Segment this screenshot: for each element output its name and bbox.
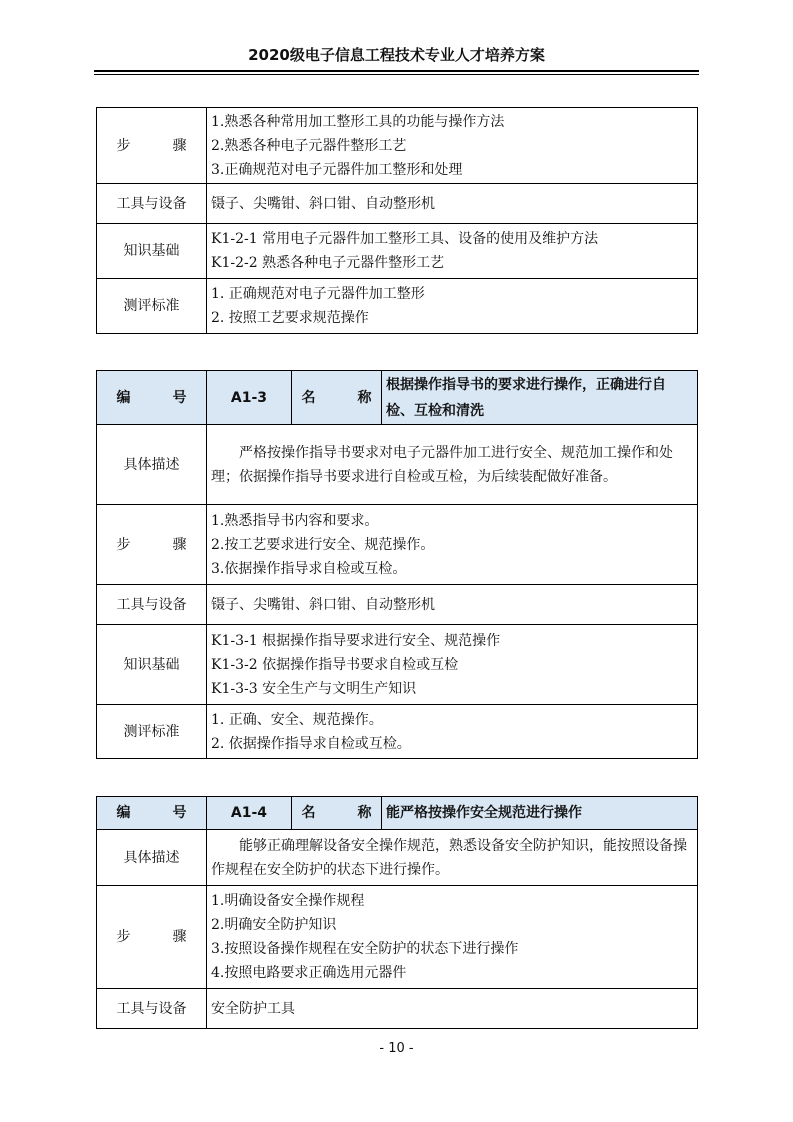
knowledge-cell: K1-3-1 根据操作指导要求进行安全、规范操作 K1-3-2 依据操作指导书要求自检或互检 K1-3-3 安全生产与文明生产知识 xyxy=(207,625,698,705)
header-rule-thin xyxy=(94,74,699,75)
table-a1-2-continued xyxy=(96,107,698,334)
tools-cell: 镊子、尖嘴钳、斜口钳、自动整形机 xyxy=(207,585,698,625)
id-value: A1-4 xyxy=(207,797,292,830)
row-label: 步骤 xyxy=(97,505,207,585)
table-row xyxy=(97,830,698,886)
eval-cell: 1. 正确、安全、规范操作。 2. 依据操作指导求自检或互检。 xyxy=(207,705,698,759)
name-value: 能严格按操作安全规范进行操作 xyxy=(382,797,698,830)
row-label: 步骤 xyxy=(97,886,207,989)
table-row xyxy=(97,279,698,334)
table-header-row xyxy=(97,371,698,425)
row-label: 步骤 xyxy=(97,108,207,184)
table-row xyxy=(97,108,698,184)
table-row xyxy=(97,224,698,279)
table-row xyxy=(97,505,698,585)
row-label: 具体描述 xyxy=(97,830,207,886)
tools-cell: 镊子、尖嘴钳、斜口钳、自动整形机 xyxy=(207,184,698,224)
table-row xyxy=(97,625,698,705)
table-row xyxy=(97,705,698,759)
table-row xyxy=(97,989,698,1029)
table-a1-3 xyxy=(96,370,698,759)
id-label: 编号 xyxy=(97,371,207,425)
knowledge-cell: K1-2-1 常用电子元器件加工整形工具、设备的使用及维护方法 K1-2-2 熟悉各种电子元器件整形工艺 xyxy=(207,224,698,279)
steps-cell: 1.熟悉各种常用加工整形工具的功能与操作方法 2.熟悉各种电子元器件整形工艺 3.正确规范对电子元器件加工整形和处理 xyxy=(207,108,698,184)
row-label: 工具与设备 xyxy=(97,184,207,224)
desc-cell: 能够正确理解设备安全操作规范，熟悉设备安全防护知识，能按照设备操作规程在安全防护的状态下进行操作。 xyxy=(207,830,698,886)
table-row xyxy=(97,425,698,505)
eval-cell: 1. 正确规范对电子元器件加工整形 2. 按照工艺要求规范操作 xyxy=(207,279,698,334)
row-label: 工具与设备 xyxy=(97,989,207,1029)
row-label: 测评标准 xyxy=(97,705,207,759)
table-row xyxy=(97,184,698,224)
id-label: 编号 xyxy=(97,797,207,830)
page-header: 2020级电子信息工程技术专业人才培养方案 xyxy=(248,46,545,64)
table-header-row xyxy=(97,797,698,830)
steps-cell: 1.熟悉指导书内容和要求。 2.按工艺要求进行安全、规范操作。 3.依据操作指导求自检或互检。 xyxy=(207,505,698,585)
id-value: A1-3 xyxy=(207,371,292,425)
page-number: - 10 - xyxy=(379,1041,414,1056)
name-value: 根据操作指导书的要求进行操作，正确进行自检、互检和清洗 xyxy=(382,371,698,425)
table-a1-4 xyxy=(96,796,698,1029)
table-row xyxy=(97,886,698,989)
table-row xyxy=(97,585,698,625)
row-label: 测评标准 xyxy=(97,279,207,334)
row-label: 工具与设备 xyxy=(97,585,207,625)
row-label: 知识基础 xyxy=(97,625,207,705)
steps-cell: 1.明确设备安全操作规程 2.明确安全防护知识 3.按照设备操作规程在安全防护的状态下进行操作 4.按照电路要求正确选用元器件 xyxy=(207,886,698,989)
row-label: 具体描述 xyxy=(97,425,207,505)
row-label: 知识基础 xyxy=(97,224,207,279)
tools-cell: 安全防护工具 xyxy=(207,989,698,1029)
name-label: 名称 xyxy=(292,797,382,830)
header-rule xyxy=(94,70,699,72)
name-label: 名称 xyxy=(292,371,382,425)
desc-cell: 严格按操作指导书要求对电子元器件加工进行安全、规范加工操作和处理；依据操作指导书要求进行自检或互检，为后续装配做好准备。 xyxy=(207,425,698,505)
